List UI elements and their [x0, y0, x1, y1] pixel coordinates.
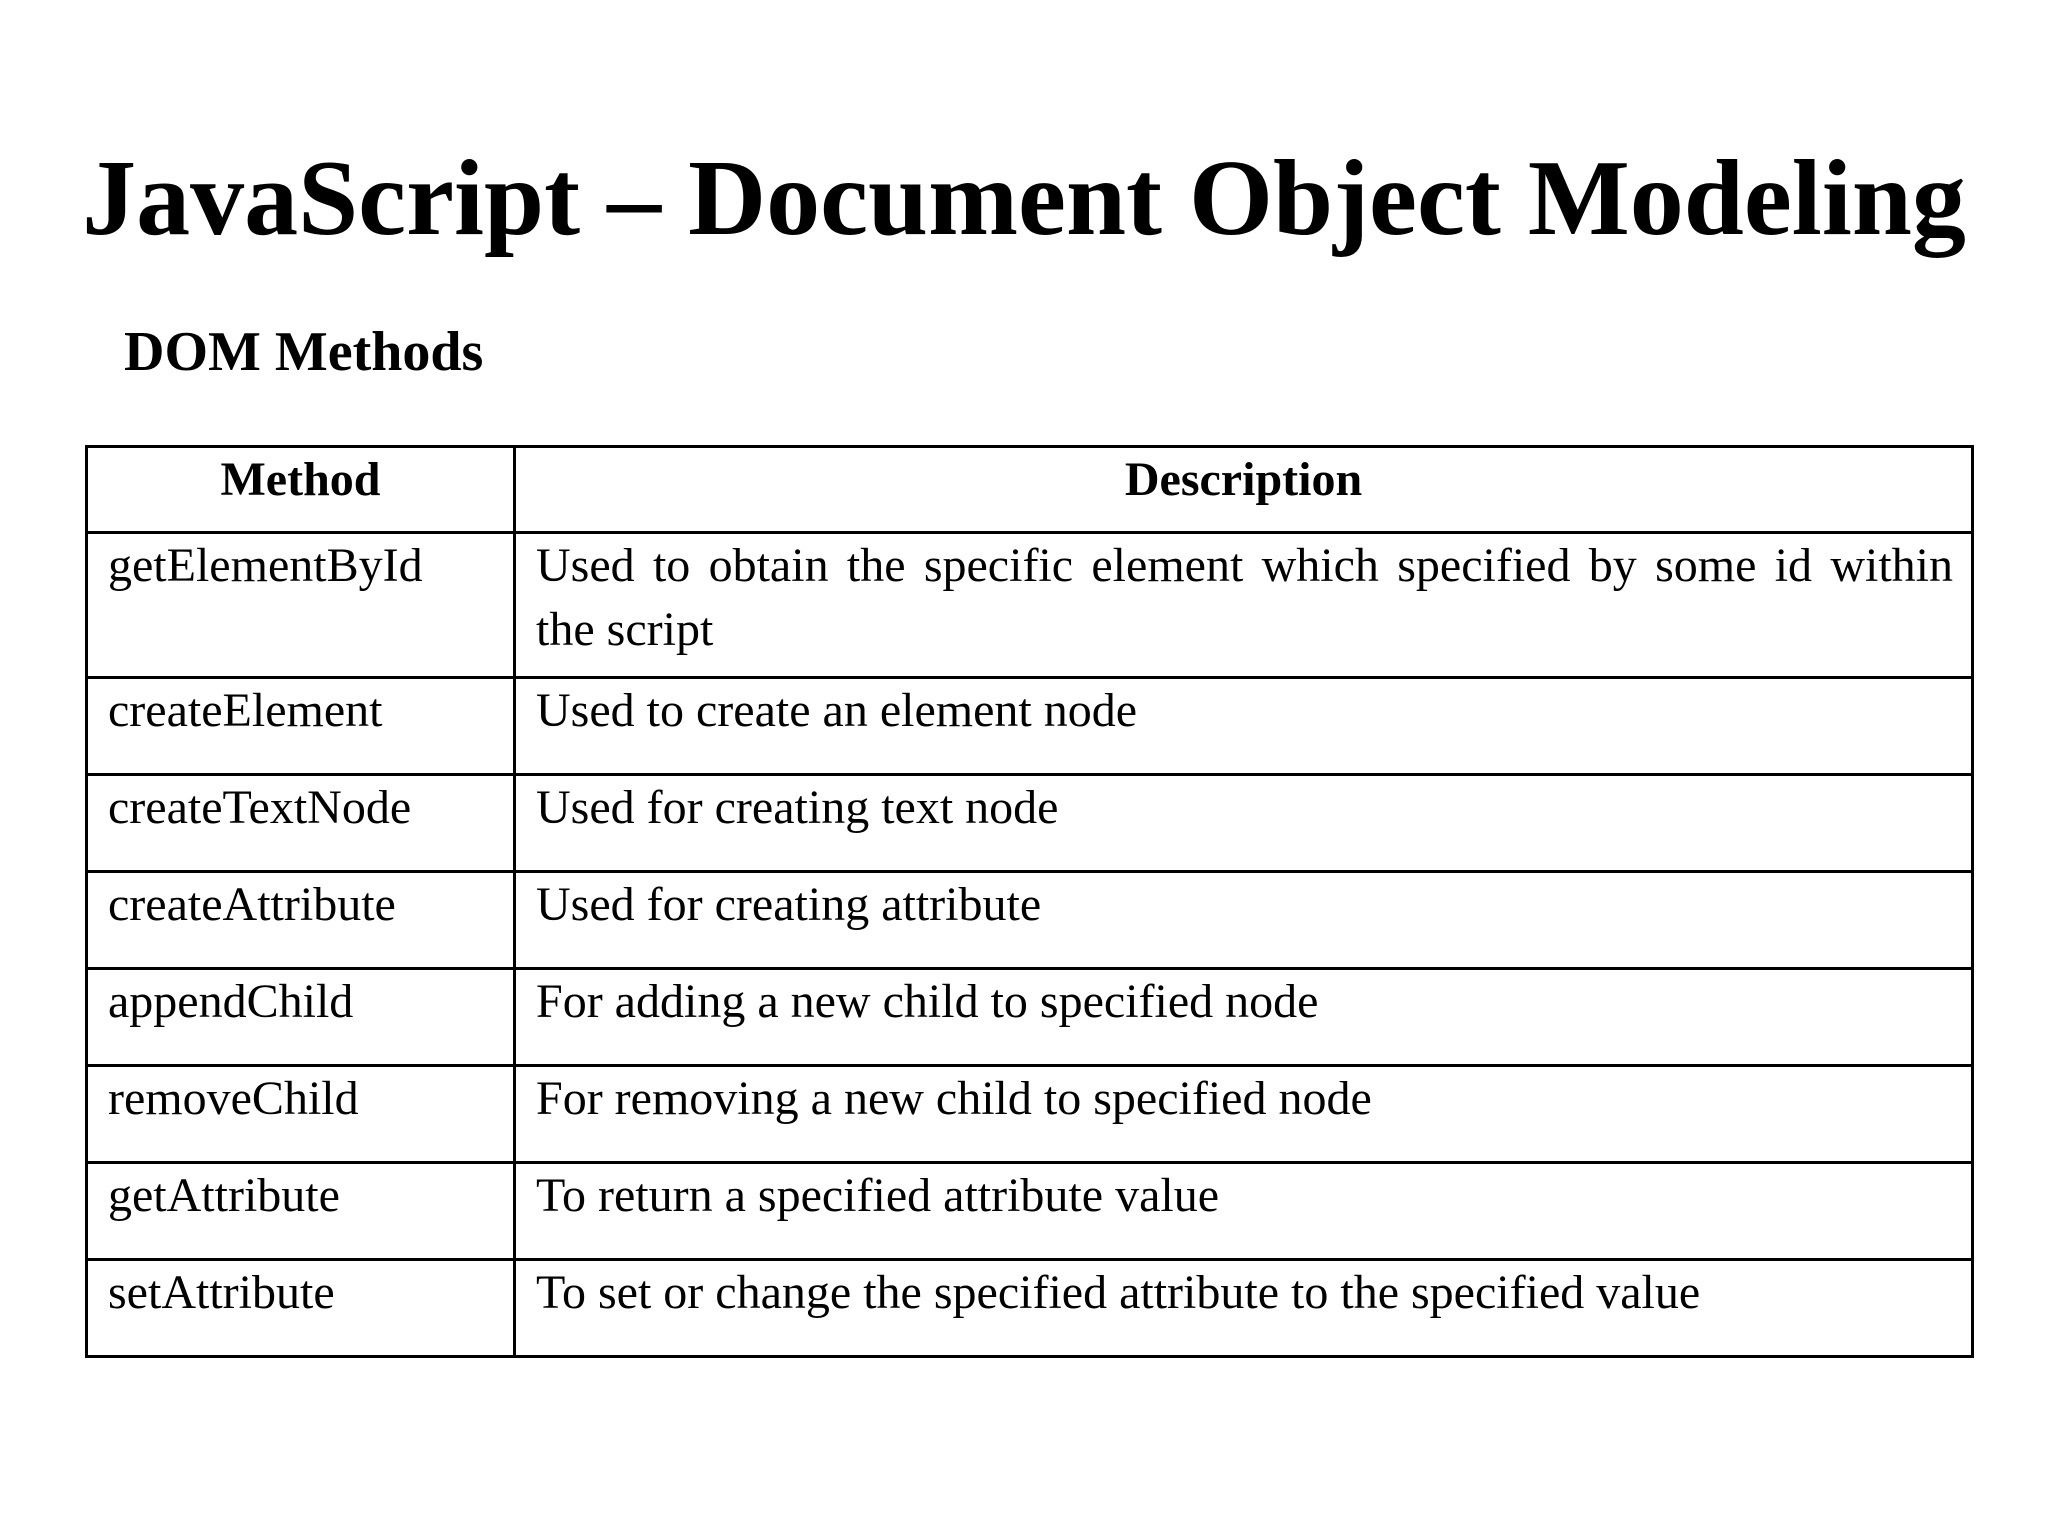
method-cell: createAttribute: [87, 872, 515, 969]
table-row: [87, 775, 1973, 872]
method-cell: createTextNode: [87, 775, 515, 872]
table-row: [87, 678, 1973, 775]
description-cell: Used for creating attribute: [515, 872, 1973, 969]
page-title: JavaScript – Document Object Modeling: [82, 139, 1966, 258]
description-cell: To set or change the specified attribute to the specified value: [515, 1260, 1973, 1357]
table-row: [87, 533, 1973, 678]
dom-methods-table: [85, 445, 1974, 1358]
description-cell: For adding a new child to specified node: [515, 969, 1973, 1066]
description-cell: For removing a new child to specified node: [515, 1066, 1973, 1163]
table-row: [87, 1260, 1973, 1357]
table-row: [87, 1163, 1973, 1260]
section-heading: DOM Methods: [124, 321, 484, 383]
description-cell: Used for creating text node: [515, 775, 1973, 872]
description-cell: Used to obtain the specific element which specified by some id within the script: [515, 533, 1973, 678]
method-cell: appendChild: [87, 969, 515, 1066]
method-cell: getAttribute: [87, 1163, 515, 1260]
column-header-method: Method: [87, 447, 515, 533]
description-cell: To return a specified attribute value: [515, 1163, 1973, 1260]
method-cell: removeChild: [87, 1066, 515, 1163]
description-cell: Used to create an element node: [515, 678, 1973, 775]
table-header-row: [87, 447, 1973, 533]
table-row: [87, 1066, 1973, 1163]
method-cell: setAttribute: [87, 1260, 515, 1357]
table-row: [87, 872, 1973, 969]
column-header-description: Description: [515, 447, 1973, 533]
table-row: [87, 969, 1973, 1066]
method-cell: createElement: [87, 678, 515, 775]
method-cell: getElementById: [87, 533, 515, 678]
